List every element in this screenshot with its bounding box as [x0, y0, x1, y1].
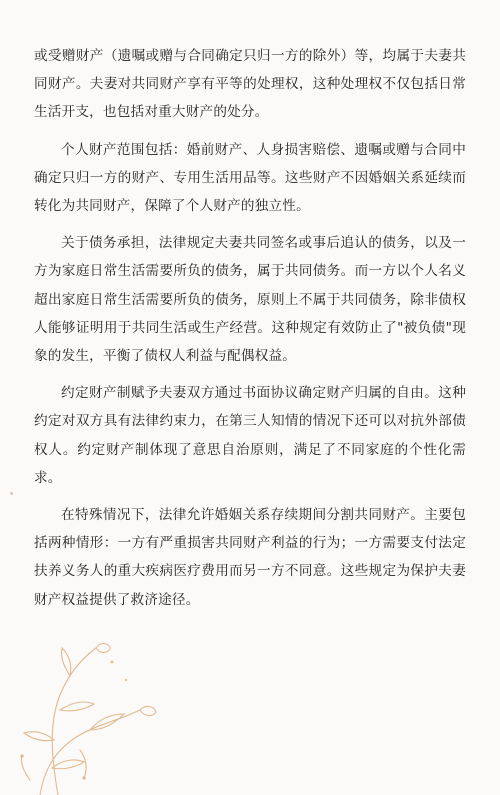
paragraph-2: 个人财产范围包括：婚前财产、人身损害赔偿、遗嘱或赠与合同中确定只归一方的财产、专用生活用品等。这些财产不因婚姻关系延续而转化为共同财产，保障了个人财产的独立性。	[34, 141, 466, 215]
paragraph-3: 关于债务承担，法律规定夫妻共同签名或事后追认的债务，以及一方为家庭日常生活需要所负的债务，属于共同债务。而一方以个人名义超出家庭日常生活需要所负的债务，原则上不属于共同债务，除非债权人能够证明用于共同生活或生产经营。这种规定有效防止了"被负债"现象的发生，平衡了债权人利益与配偶权益。	[34, 235, 466, 365]
decor-dot	[10, 492, 13, 495]
document-body	[34, 42, 466, 614]
paragraph-5: 在特殊情况下，法律允许婚姻关系存续期间分割共同财产。主要包括两种情形：一方有严重损害共同财产利益的行为；一方需要支付法定扶养义务人的重大疾病医疗费用而另一方不同意。这些规定为保护夫妻财产权益提供了救济途径。	[34, 507, 466, 608]
floral-decoration-icon	[0, 640, 170, 795]
paragraph-4: 约定财产制赋予夫妻双方通过书面协议确定财产归属的自由。这种约定对双方具有法律约束力，在第三人知情的情况下还可以对抗外部债权人。约定财产制体现了意思自治原则，满足了不同家庭的个性化需求。	[34, 385, 466, 486]
paragraph-1: 或受赠财产（遗嘱或赠与合同确定只归一方的除外）等，均属于夫妻共同财产。夫妻对共同财产享有平等的处理权，这种处理权不仅包括日常生活开支，也包括对重大财产的处分。	[34, 48, 466, 121]
